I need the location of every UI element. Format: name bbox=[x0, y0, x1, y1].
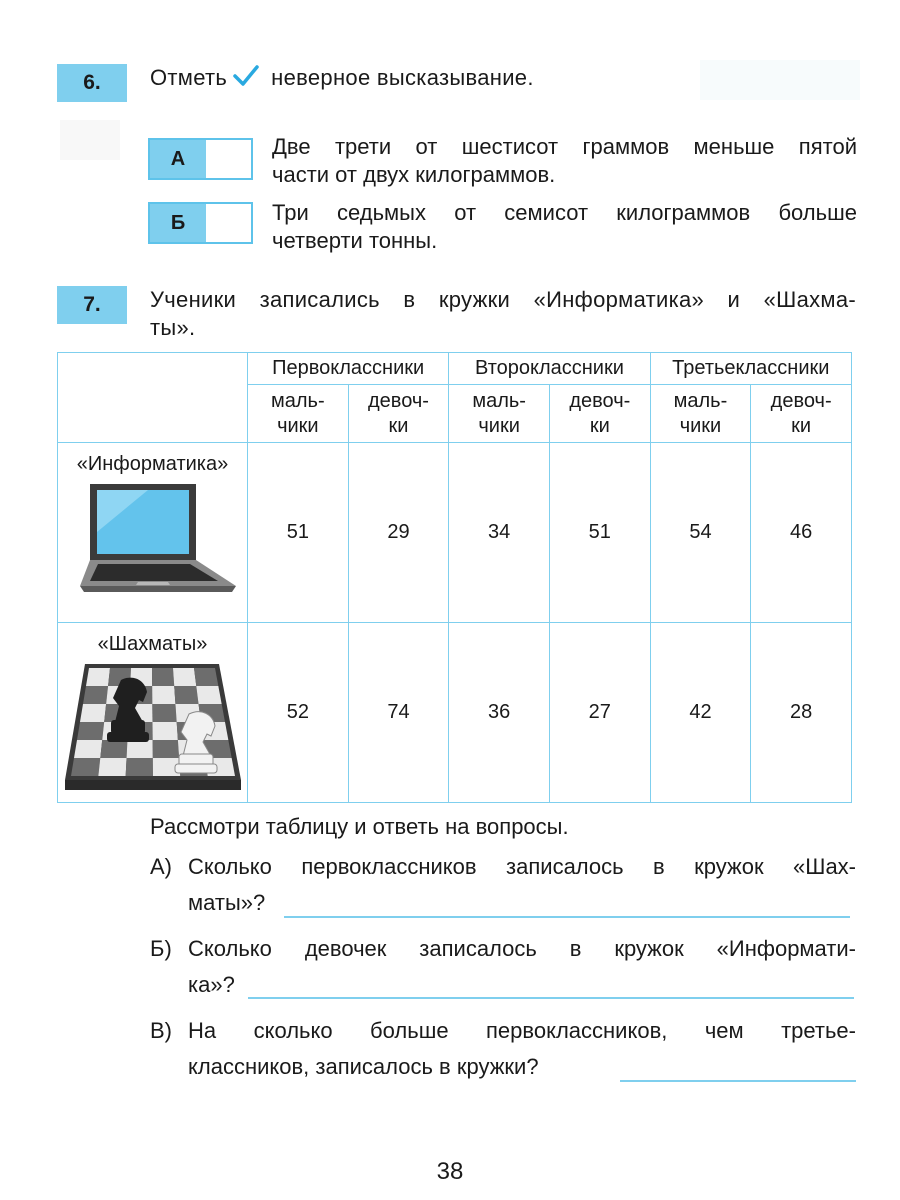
question-c-letter: В) bbox=[150, 1018, 172, 1043]
chessboard-square bbox=[152, 722, 177, 740]
subheader-part-1: девоч- bbox=[368, 389, 429, 412]
chessboard-icon bbox=[63, 662, 243, 794]
question-c-text-1: На сколько больше первоклассников, чем третье- bbox=[188, 1018, 856, 1043]
question-c-line-2: классников, записалось в кружки? bbox=[188, 1054, 539, 1079]
question-b-line-2: ка»? bbox=[188, 972, 235, 997]
club-label-informatics: «Информатика» bbox=[76, 453, 229, 475]
option-b-line-1: Три седьмых от семисот килограммов больше bbox=[272, 200, 857, 225]
question-a-text-1: Сколько первоклассников записалось в кружок «Шах- bbox=[188, 854, 856, 879]
question-a bbox=[150, 853, 856, 917]
option-a-line-1: Две трети от шестисот граммов меньше пятой bbox=[272, 134, 857, 159]
subheader-part-2: ки bbox=[791, 414, 812, 437]
value-cell: 42 bbox=[650, 623, 751, 803]
subheader-part-1: маль- bbox=[472, 389, 526, 412]
group-header-third-graders: Третьеклассники bbox=[650, 353, 851, 385]
subheader-part-2: ки bbox=[388, 414, 409, 437]
answer-b-input[interactable] bbox=[248, 997, 854, 999]
value-cell: 51 bbox=[248, 443, 349, 623]
option-a-text bbox=[272, 133, 857, 189]
chessboard-square bbox=[83, 686, 108, 704]
chessboard-square bbox=[152, 686, 175, 704]
chessboard-square bbox=[194, 668, 218, 686]
group-header-second-graders: Второклассники bbox=[449, 353, 650, 385]
question-a-letter: А) bbox=[150, 854, 172, 879]
subheader-part-1: маль- bbox=[673, 389, 728, 412]
question-b-line-1 bbox=[150, 935, 856, 963]
subheader-part-2: чики bbox=[478, 414, 520, 437]
subheader-boys bbox=[650, 385, 751, 443]
question-b-text-1: Сколько девочек записалось в кружок «Информати- bbox=[188, 936, 856, 961]
value-cell: 29 bbox=[348, 443, 449, 623]
checkmark-icon bbox=[233, 64, 259, 88]
task-6-number bbox=[57, 64, 127, 102]
task-7-number bbox=[57, 286, 127, 324]
answer-c-input[interactable] bbox=[620, 1080, 856, 1082]
value-cell: 36 bbox=[449, 623, 550, 803]
task-7-intro bbox=[150, 286, 856, 342]
value-cell: 34 bbox=[449, 443, 550, 623]
bleed-through-shadow bbox=[60, 120, 120, 160]
table-row-chess bbox=[58, 623, 852, 803]
task-6-prompt-after: неверное высказывание. bbox=[271, 65, 534, 90]
bleed-through-shadow bbox=[700, 60, 860, 100]
value-cell: 46 bbox=[751, 443, 852, 623]
task-6-prompt-before: Отметь bbox=[150, 65, 228, 90]
page-number: 38 bbox=[436, 1158, 464, 1185]
chessboard-square bbox=[77, 722, 104, 740]
question-c-line-1 bbox=[150, 1017, 856, 1045]
value-cell: 27 bbox=[549, 623, 650, 803]
question-a-line-2: маты»? bbox=[188, 890, 266, 915]
value-cell: 28 bbox=[751, 623, 852, 803]
chessboard-square bbox=[196, 686, 221, 704]
subheader-part-2: ки bbox=[589, 414, 610, 437]
subheader-part-2: чики bbox=[679, 414, 722, 437]
option-b-text bbox=[272, 199, 857, 255]
table-row-informatics bbox=[58, 443, 852, 623]
club-cell-chess bbox=[58, 623, 248, 803]
subheader-boys bbox=[449, 385, 550, 443]
answer-a-input[interactable] bbox=[284, 916, 850, 918]
chessboard-square bbox=[173, 668, 196, 686]
task-7-intro-line-1: Ученики записались в кружки «Информатика» и «Шахма- bbox=[150, 287, 856, 312]
value-cell: 51 bbox=[549, 443, 650, 623]
option-a-letter: А bbox=[150, 140, 206, 178]
option-a-line-2: части от двух килограммов. bbox=[272, 162, 556, 187]
table-group-header-row bbox=[58, 353, 852, 385]
chessboard-square bbox=[152, 668, 174, 686]
chessboard-square bbox=[80, 704, 106, 722]
value-cell: 74 bbox=[348, 623, 449, 803]
question-b bbox=[150, 935, 856, 999]
option-b-line-2: четверти тонны. bbox=[272, 228, 438, 253]
option-b-checkbox[interactable] bbox=[148, 202, 253, 244]
chessboard-square bbox=[100, 740, 127, 758]
option-b-check-area[interactable] bbox=[206, 204, 251, 242]
group-header-first-graders: Первоклассники bbox=[248, 353, 449, 385]
task-6-prompt bbox=[150, 64, 534, 92]
club-label-chess: «Шахматы» bbox=[97, 633, 208, 655]
option-a-checkbox[interactable] bbox=[148, 138, 253, 180]
subheader-boys bbox=[248, 385, 349, 443]
question-a-line-1 bbox=[150, 853, 856, 881]
question-b-letter: Б) bbox=[150, 936, 172, 961]
value-cell: 54 bbox=[650, 443, 751, 623]
chessboard-square bbox=[74, 740, 102, 758]
questions-intro: Рассмотри таблицу и ответь на вопросы. bbox=[150, 814, 569, 839]
task-7-intro-line-2: ты». bbox=[150, 315, 196, 340]
subheader-girls bbox=[348, 385, 449, 443]
table-corner-cell bbox=[58, 353, 248, 443]
chessboard-square bbox=[174, 686, 198, 704]
chessboard-square bbox=[86, 668, 110, 686]
question-c bbox=[150, 1017, 856, 1081]
chessboard-square bbox=[71, 758, 100, 776]
subheader-girls bbox=[549, 385, 650, 443]
clubs-table bbox=[57, 352, 852, 803]
subheader-part-1: девоч- bbox=[569, 389, 631, 412]
chessboard-square bbox=[126, 740, 152, 758]
chessboard-square bbox=[152, 704, 176, 722]
chessboard-square bbox=[125, 758, 152, 776]
option-a-check-area[interactable] bbox=[206, 140, 251, 178]
chessboard-square bbox=[152, 740, 178, 758]
club-cell-informatics bbox=[58, 443, 248, 623]
task-6-number-label: 6. bbox=[83, 71, 101, 94]
subheader-part-1: девоч- bbox=[770, 389, 832, 412]
chessboard-square bbox=[98, 758, 126, 776]
task-7-number-label: 7. bbox=[83, 293, 101, 316]
laptop-icon bbox=[68, 482, 238, 594]
subheader-girls bbox=[751, 385, 852, 443]
subheader-part-2: чики bbox=[277, 414, 319, 437]
value-cell: 52 bbox=[248, 623, 349, 803]
option-b-letter: Б bbox=[150, 204, 206, 242]
subheader-part-1: маль- bbox=[271, 389, 325, 412]
